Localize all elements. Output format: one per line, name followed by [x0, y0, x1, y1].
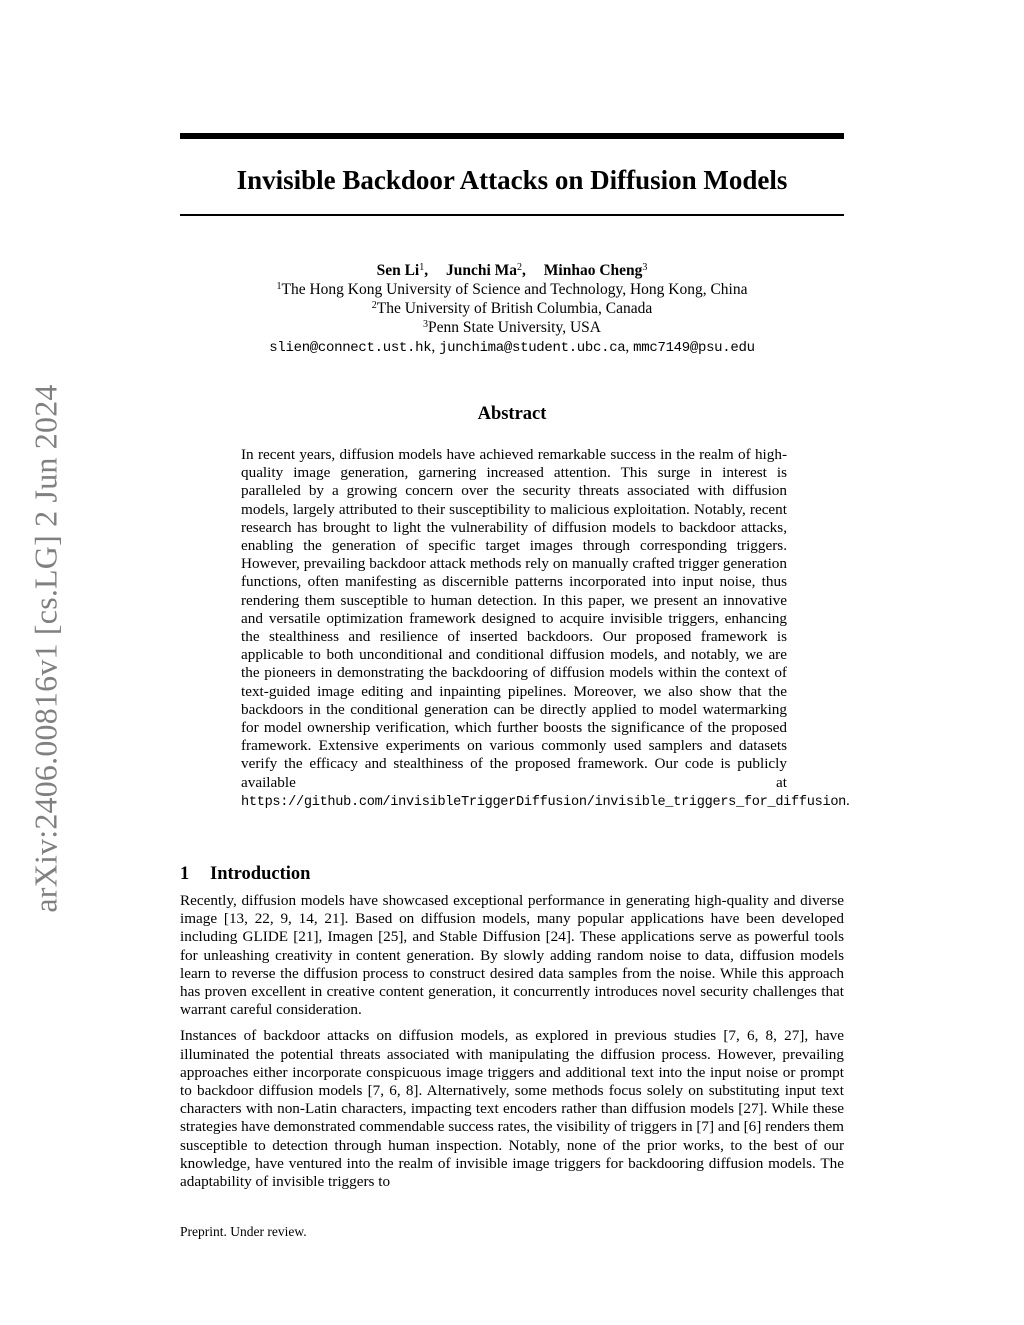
page-footer: Preprint. Under review. [180, 1224, 307, 1239]
author: Minhao Cheng$^3$ [543, 262, 648, 279]
email: mmc7149@psu.edu [633, 340, 755, 356]
abstract-text: In recent years, diffusion models have achieved remarkable success in the realm of high-quality image generation, garnering increased attention. This surge in interest is paralleled by a growing concern over the security threats associated with diffusion models, largely attributed to their susceptibility to malicious exploitation. Notably, recent research has brought to light the vulnerability of diffusion models to backdoor attacks, enabling the generation of specific target images through corresponding triggers. However, prevailing backdoor attack methods rely on manually crafted trigger generation functions, often manifesting as discernible patterns incorporated into input noise, thus rendering them susceptible to human detection. In this paper, we present an innovative and versatile optimization framework designed to acquire invisible triggers, enhancing the stealthiness and resilience of inserted backdoors. Our proposed framework is applicable to both unconditional and conditional diffusion models, and notably, we are the pioneers in demonstrating the backdooring of diffusion models within the context of text-guided image editing and inpainting pipelines. Moreover, we also show that the backdoors in the conditional generation can be directly applied to model watermarking for model ownership verification, which further boosts the significance of the proposed framework. Extensive experiments on various commonly used samplers and datasets verify the efficacy and stealthiness of the proposed framework. Our code is publicly available at https://github.com/invisibleTriggerDiffusion/invisible_triggers_for_diffusion. [241, 446, 850, 810]
arxiv-sidebar [20, 366, 72, 930]
paragraph: Recently, diffusion models have showcased exceptional performance in generating high-quality and diverse image [13, 22, 9, 14, 21]. Based on diffusion models, many popular applications have been developed including GLIDE [21], Imagen [25], and Stable Diffusion [24]. These applications serve as powerful tools for unleashing creativity in content generation. By slowly adding random noise to data, diffusion models learn to reverse the diffusion process to construct desired data samples from the noise. While this approach has proven excellent in creative content generation, it concurrently introduces novel security challenges that warrant careful consideration. [180, 892, 844, 1019]
affiliation: $^3$Penn State University, USA [423, 319, 601, 336]
author: Junchi Ma$^2$, [445, 262, 526, 279]
author-names [180, 261, 844, 280]
introduction-body [180, 892, 844, 1199]
email: slien@connect.ust.hk [269, 340, 432, 356]
code-url-link[interactable]: https://github.com/invisibleTriggerDiffusion/invisible_triggers_for_diffusion [241, 794, 847, 810]
title-rule-bottom [180, 214, 844, 216]
section-heading-introduction [180, 863, 844, 885]
paper-title: Invisible Backdoor Attacks on Diffusion Models [236, 165, 788, 195]
author-emails: slien@connect.ust.hk, junchima@student.ubc.ca, mmc7149@psu.edu [269, 338, 755, 356]
affiliation: $^1$The Hong Kong University of Science and Technology, Hong Kong, China [276, 281, 748, 298]
affiliation: $^2$The University of British Columbia, Canada [371, 300, 653, 317]
arxiv-identifier: arXiv:2406.00816v1 [cs.LG] 2 Jun 2024 [27, 383, 64, 913]
abstract-heading: Abstract [477, 404, 547, 424]
email: junchima@student.ubc.ca [439, 340, 626, 356]
paragraph: Instances of backdoor attacks on diffusion models, as explored in previous studies [7, 6, 8, 27], have illuminated the potential threats associated with manipulating the diffusion process. However, prevailing approaches either incorporate conspicuous image triggers and additional text into the input noise or prompt to backdoor diffusion models [7, 6, 8]. Alternatively, some methods focus solely on substituting input text characters with non-Latin characters, impacting text encoders rather than diffusion models [27]. While these strategies have demonstrated commendable success rates, the visibility of triggers in [7] and [6] renders them susceptible to detection through human inspection. Notably, none of the prior works, to the best of our knowledge, have ventured into the realm of invisible image triggers for backdooring diffusion models. The adaptability of invisible triggers to [180, 1027, 844, 1191]
section-title: Introduction [210, 864, 311, 884]
title-rule-top [180, 133, 844, 139]
author: Sen Li$^1$, [376, 262, 429, 279]
section-number: 1 [180, 864, 190, 884]
author-block [180, 261, 844, 358]
